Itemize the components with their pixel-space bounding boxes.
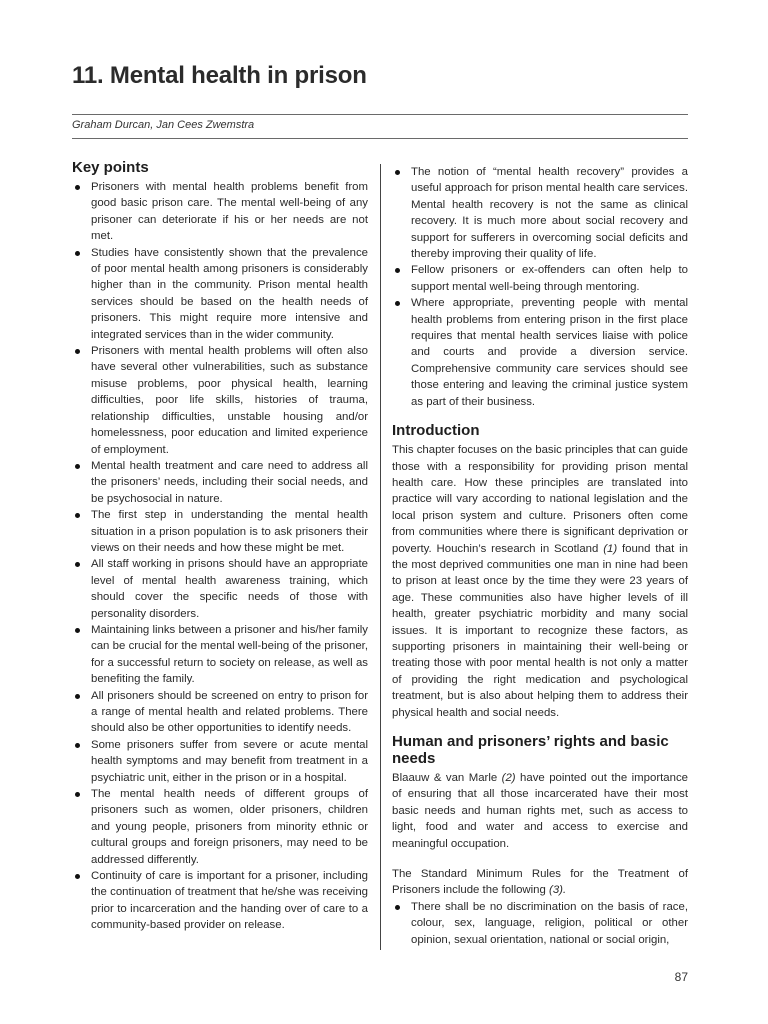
column-divider: [380, 164, 381, 950]
title-rule: [72, 114, 688, 115]
citation-2: (2): [501, 772, 516, 784]
key-points-list: [72, 179, 368, 934]
citation-1: (1): [603, 542, 618, 555]
key-point: Studies have consistently shown that the prevalence of poor mental health among prisoners is considerably higher than in the community. Prison mental health services should be based on the health needs of prisoners. This might require more intensive and integrated services than in the wider community.: [72, 245, 368, 343]
standard-rules-list: [392, 899, 688, 948]
authors-rule: [72, 138, 688, 139]
rights-text-part: have pointed out the importance of ensuring that all those incarcerated have their most basic needs and human rights met, such as access to light, food and water and access to exercise and meaningful occupation.: [392, 772, 688, 850]
key-point: Fellow prisoners or ex-offenders can often help to support mental well-being through mentoring.: [392, 262, 688, 295]
rule-item: There shall be no discrimination on the basis of race, colour, sex, language, religion, political or other opinion, sexual orientation, national or social origin,: [392, 899, 688, 948]
key-points-heading: Key points: [72, 159, 149, 176]
intro-text-part: found that in the most deprived communities one man in nine had been to prison at least once by the time they were 23 years of age. These communities also have higher levels of ill health, greater psychiatric morbidity and many social issues. It is important to recognize these factors, as supporting prisoners in maintaining their well-being or treating those with poor mental health is not only a matter of providing the right medication and psychological treatment, but is also about helping them to address their physical health and social needs.: [392, 542, 688, 719]
rights-text-part: Blaauw & van Marle: [392, 772, 502, 784]
right-column: [392, 164, 688, 948]
rules-text-part: The Standard Minimum Rules for the Treatment of Prisoners include the following: [392, 868, 688, 897]
authors-line: Graham Durcan, Jan Cees Zwemstra: [72, 119, 255, 131]
introduction-heading: Introduction: [392, 422, 480, 440]
intro-text-part: This chapter focuses on the basic principles that can guide those with a responsibility for providing prison mental health care. How these principles are translated into practice will vary according to national legislation and the local prison system and culture. Prisoners often come from communities where there is significant deprivation or poverty. Houchin’s research in Scotland: [392, 444, 688, 555]
key-point: Continuity of care is important for a prisoner, including the continuation of treatment that he/she was receiving prior to incarceration and the handing over of care to a community-based provider on release.: [72, 868, 368, 934]
chapter-title: 11. Mental health in prison: [72, 62, 367, 89]
rights-paragraph: [392, 770, 688, 852]
key-point: All staff working in prisons should have an appropriate level of mental health awareness training, which should cover the specific needs of those with personality disorders.: [72, 556, 368, 622]
key-point: Prisoners with mental health problems will often also have several other vulnerabilities, such as substance misuse problems, poor physical health, learning difficulties, poor life skills, histories of trauma, relationship difficulties, unstable housing and/or homelessness, poor education and limited experience of employment.: [72, 343, 368, 458]
key-point: Prisoners with mental health problems benefit from good basic prison care. The mental well-being of any prisoner can deteriorate if his or her needs are not met.: [72, 179, 368, 245]
key-point: Maintaining links between a prisoner and his/her family can be crucial for the mental well-being of the prisoner, for a successful return to society on release, as well as benefiting the family.: [72, 622, 368, 688]
rights-heading: Human and prisoners’ rights and basic needs: [392, 733, 669, 767]
key-point: Some prisoners suffer from severe or acute mental health symptoms and may benefit from treatment in a psychiatric unit, either in the prison or in a hospital.: [72, 737, 368, 786]
key-point: The notion of “mental health recovery” provides a useful approach for prison mental health care services. Mental health recovery is not the same as clinical recovery. It is much more about social recovery and support for sufferers in overcoming social deficits and thereby improving their quality of life.: [392, 164, 688, 262]
key-point: The first step in understanding the mental health situation in a prison population is to ask prisoners their views on their needs and how these might be met.: [72, 507, 368, 556]
key-point: The mental health needs of different groups of prisoners such as women, older prisoners, children and young people, prisoners from minority ethnic or cultural groups and foreign prisoners, may need to be addressed differently.: [72, 786, 368, 868]
key-points-list-continued: [392, 164, 688, 410]
citation-3: (3).: [549, 884, 567, 897]
left-column: [72, 159, 368, 934]
key-point: Where appropriate, preventing people with mental health problems from entering prison in the first place requires that mental health services liaise with police and courts and provide a diversion service. Comprehensive community care services should see those entering and leaving the criminal justice system as part of their business.: [392, 295, 688, 410]
standard-rules-paragraph: [392, 866, 688, 899]
key-point: Mental health treatment and care need to address all the prisoners’ needs, including their social needs, and be psychosocial in nature.: [72, 458, 368, 507]
key-point: All prisoners should be screened on entry to prison for a range of mental health and related problems. There should also be other opportunities to identify needs.: [72, 688, 368, 737]
introduction-paragraph: [392, 442, 688, 721]
page-number: 87: [674, 970, 688, 984]
